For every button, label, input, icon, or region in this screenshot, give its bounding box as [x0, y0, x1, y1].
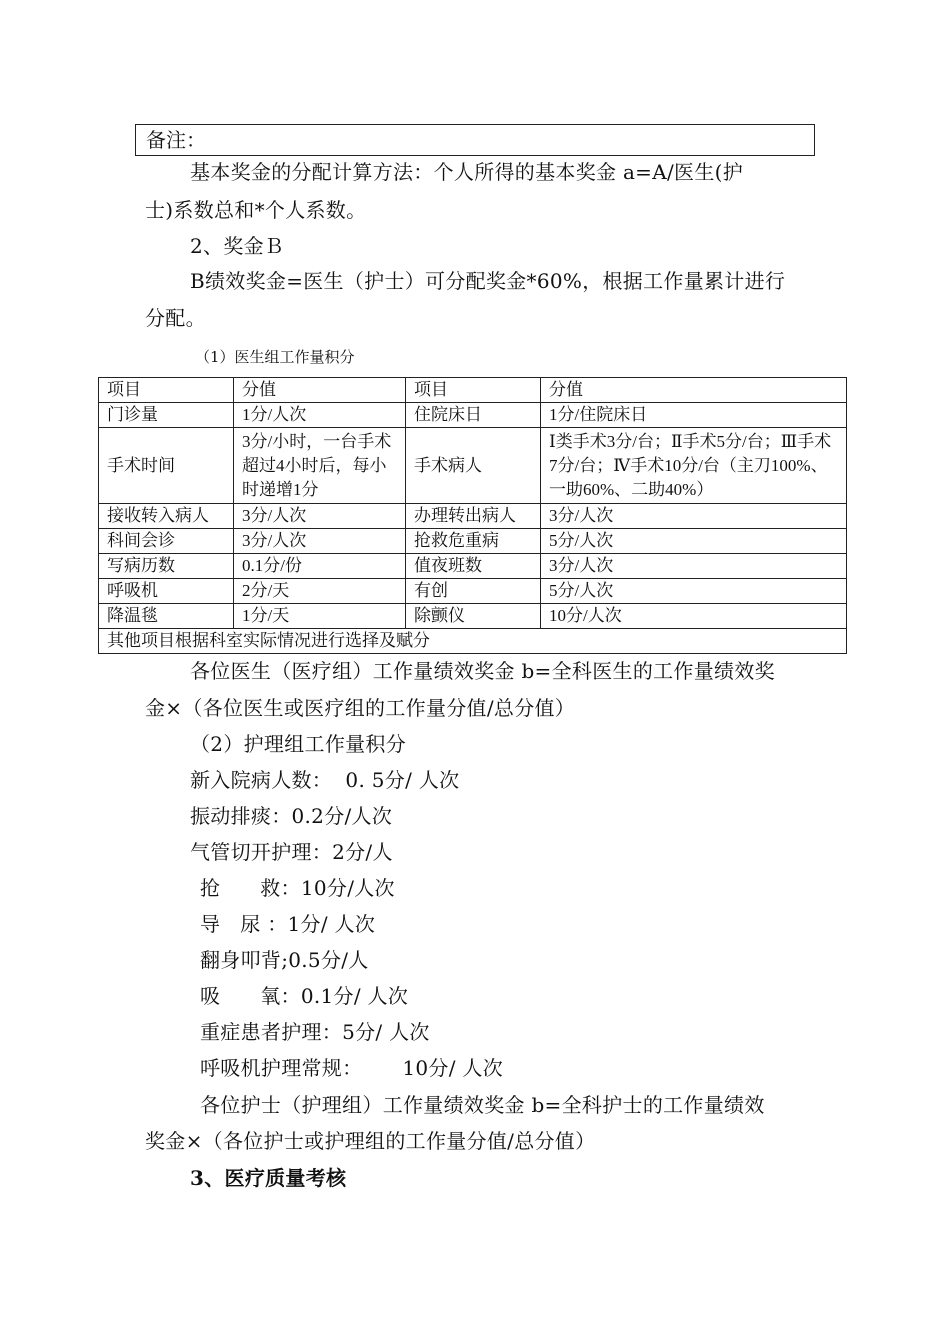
table-row — [99, 504, 847, 529]
table-cell: 办理转出病人 — [406, 504, 541, 529]
table-cell: 3分/人次 — [541, 554, 847, 579]
doctor-table-caption: （1）医生组工作量积分 — [195, 348, 355, 366]
nursing-item: 呼吸机护理常规： 10分/ 人次 — [200, 1056, 503, 1080]
table-footer-cell: 其他项目根据科室实际情况进行选择及赋分 — [99, 629, 847, 654]
header-cell: 分值 — [234, 378, 406, 403]
table-row — [99, 428, 847, 504]
table-row — [99, 554, 847, 579]
table-cell: 3分/人次 — [234, 504, 406, 529]
table-header-row — [99, 378, 847, 403]
note-box — [135, 124, 815, 156]
table-cell: 1分/天 — [234, 604, 406, 629]
table-cell: 手术时间 — [99, 428, 234, 504]
nursing-item: 导 尿 ：1分/ 人次 — [200, 912, 376, 936]
section-2-para-line-1: B绩效奖金=医生（护士）可分配奖金*60%，根据工作量累计进行 — [190, 269, 786, 293]
table-cell: 呼吸机 — [99, 579, 234, 604]
table-cell: 3分/人次 — [541, 504, 847, 529]
nursing-heading: （2）护理组工作量积分 — [190, 732, 407, 756]
doctor-bonus-line-1: 各位医生（医疗组）工作量绩效奖金 b=全科医生的工作量绩效奖 — [190, 659, 775, 683]
table-cell: 5分/人次 — [541, 529, 847, 554]
table-footer-row — [99, 629, 847, 654]
table-cell: 手术病人 — [406, 428, 541, 504]
nursing-item: 抢 救：10分/人次 — [200, 876, 395, 900]
nursing-item: 吸 氧：0.1分/ 人次 — [200, 984, 409, 1008]
table-row — [99, 579, 847, 604]
table-cell: 写病历数 — [99, 554, 234, 579]
section-3-heading: 3、医疗质量考核 — [190, 1166, 347, 1190]
table-cell: 0.1分/份 — [234, 554, 406, 579]
section-2-heading: 2、奖金Ｂ — [190, 234, 285, 258]
table-cell: 值夜班数 — [406, 554, 541, 579]
table-cell: 抢救危重病 — [406, 529, 541, 554]
section-2-para-line-2: 分配。 — [145, 306, 206, 330]
nurse-bonus-line-2: 奖金×（各位护士或护理组的工作量分值/总分值） — [145, 1129, 596, 1153]
table-cell: 门诊量 — [99, 403, 234, 428]
table-cell: 3分/小时，一台手术超过4小时后，每小时递增1分 — [234, 428, 406, 504]
table-row — [99, 529, 847, 554]
header-cell: 项目 — [406, 378, 541, 403]
table-cell: 有创 — [406, 579, 541, 604]
table-cell: 住院床日 — [406, 403, 541, 428]
nursing-item: 新入院病人数： 0. 5分/ 人次 — [190, 768, 460, 792]
table-cell: 降温毯 — [99, 604, 234, 629]
nurse-bonus-line-1: 各位护士（护理组）工作量绩效奖金 b=全科护士的工作量绩效 — [200, 1093, 765, 1117]
table-cell: 5分/人次 — [541, 579, 847, 604]
table-row — [99, 403, 847, 428]
table-cell: 2分/天 — [234, 579, 406, 604]
table-cell: 接收转入病人 — [99, 504, 234, 529]
table-cell: Ⅰ类手术3分/台；Ⅱ手术5分/台；Ⅲ手术7分/台；Ⅳ手术10分/台（主刀100%、一助60%、二助40%） — [541, 428, 847, 504]
header-cell: 分值 — [541, 378, 847, 403]
table-row — [99, 604, 847, 629]
table-cell: 1分/住院床日 — [541, 403, 847, 428]
note-line-2: 士)系数总和*个人系数。 — [145, 198, 367, 222]
note-label: 备注： — [146, 128, 206, 152]
table-cell: 科间会诊 — [99, 529, 234, 554]
table-cell: 10分/人次 — [541, 604, 847, 629]
nursing-item: 气管切开护理：2分/人 — [190, 840, 393, 864]
nursing-item: 振动排痰：0.2分/人次 — [190, 804, 393, 828]
doctor-workload-table — [98, 377, 847, 654]
nursing-item: 翻身叩背;0.5分/人 — [200, 948, 369, 972]
table-cell: 1分/人次 — [234, 403, 406, 428]
doctor-bonus-line-2: 金×（各位医生或医疗组的工作量分值/总分值） — [145, 696, 576, 720]
header-cell: 项目 — [99, 378, 234, 403]
table-cell: 3分/人次 — [234, 529, 406, 554]
note-line-1: 基本奖金的分配计算方法：个人所得的基本奖金 a=A/医生(护 — [190, 160, 744, 184]
nursing-item: 重症患者护理：5分/ 人次 — [200, 1020, 430, 1044]
table-cell: 除颤仪 — [406, 604, 541, 629]
